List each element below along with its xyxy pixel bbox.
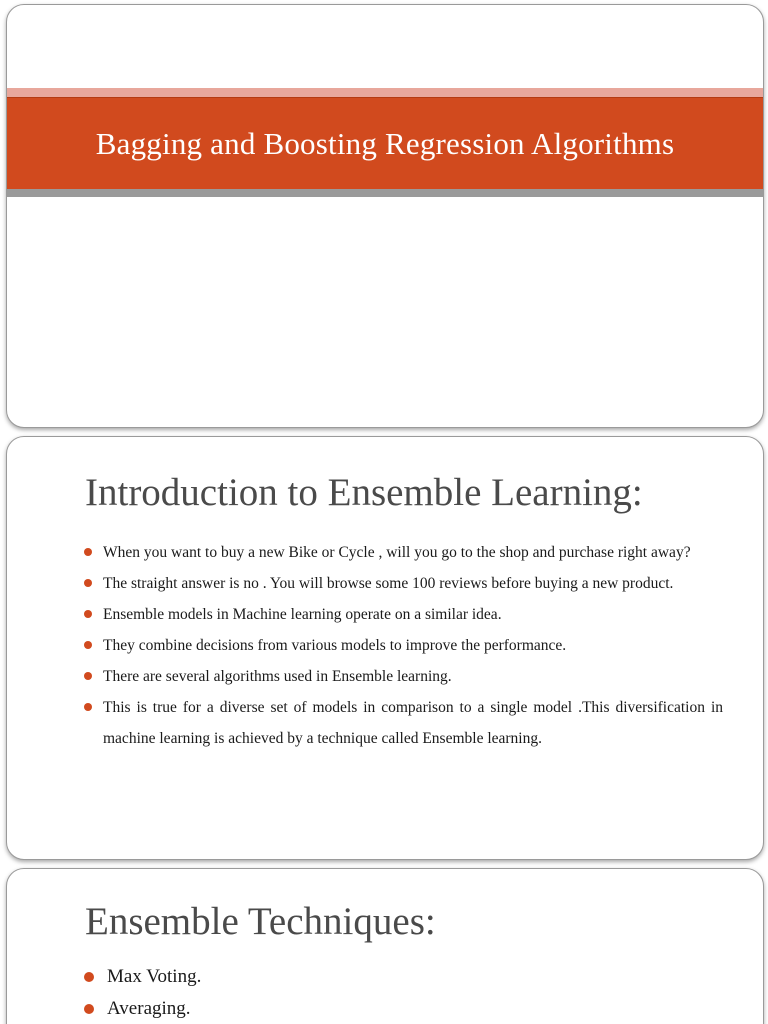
- title-band-main: [7, 97, 763, 190]
- bullet-text: The straight answer is no . You will browse some 100 reviews before buying a new product.: [103, 575, 674, 592]
- bullet-item: [83, 692, 723, 754]
- title-band-bottom-stripe: [7, 189, 763, 197]
- bullet-text: When you want to buy a new Bike or Cycle , will you go to the shop and purchase right away?: [103, 544, 691, 561]
- bullet-dot-icon: [84, 641, 92, 649]
- bullet-dot-icon: [84, 610, 92, 618]
- bullet-item: [83, 568, 723, 599]
- bullet-item: [83, 630, 723, 661]
- bullet-item: [83, 993, 583, 1024]
- bullet-item: [83, 537, 723, 568]
- bullet-dot-icon: [84, 579, 92, 587]
- bullet-text: Max Voting.: [107, 966, 202, 987]
- slide-title: [6, 4, 764, 428]
- title-band-top-stripe: [7, 88, 763, 97]
- bullet-text: This is true for a diverse set of models in comparison to a single model .This diversification in machine learning is achieved by a technique called Ensemble learning.: [103, 699, 723, 747]
- bullet-dot-icon: [84, 703, 92, 711]
- bullet-text: Ensemble models in Machine learning operate on a similar idea.: [103, 606, 502, 623]
- deck-title: Bagging and Boosting Regression Algorithms: [95, 126, 675, 161]
- slide-heading: Introduction to Ensemble Learning:: [85, 471, 643, 514]
- bullet-text: Averaging.: [107, 998, 191, 1019]
- title-band: [7, 88, 763, 200]
- slide-introduction: [6, 436, 764, 860]
- bullet-item: [83, 961, 583, 993]
- bullet-item: [83, 599, 723, 630]
- bullet-text: They combine decisions from various models to improve the performance.: [103, 637, 567, 654]
- bullet-dot-icon: [84, 672, 92, 680]
- bullet-item: [83, 661, 723, 692]
- bullet-dot-icon: [84, 972, 94, 982]
- bullet-dot-icon: [84, 1004, 94, 1014]
- slide-ensemble-techniques: [6, 868, 764, 1024]
- bullet-dot-icon: [84, 548, 92, 556]
- slide-heading: Ensemble Techniques:: [85, 900, 436, 943]
- bullet-list: [83, 537, 723, 754]
- bullet-list: [83, 961, 583, 1024]
- bullet-text: There are several algorithms used in Ensemble learning.: [103, 668, 452, 685]
